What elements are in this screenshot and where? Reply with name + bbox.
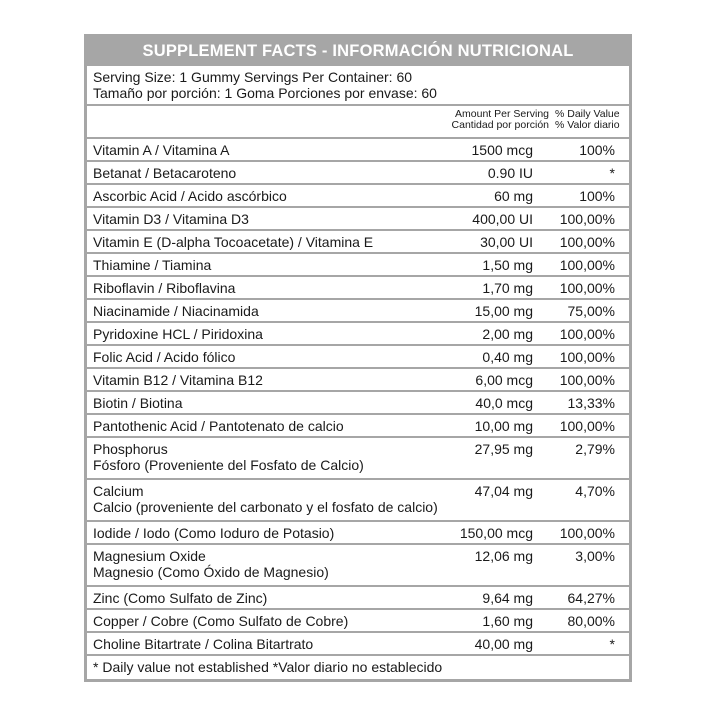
nutrient-amount: 27,95 mg: [474, 441, 533, 457]
nutrient-name: [93, 280, 235, 296]
nutrient-name: [93, 395, 183, 411]
table-row: [87, 522, 629, 545]
nutrient-daily-value: 64,27%: [567, 590, 615, 606]
table-row: [87, 633, 629, 656]
footnote: * Daily value not established *Valor diario no establecido: [93, 659, 443, 675]
table-row: [87, 610, 629, 633]
table-row: [87, 300, 629, 323]
nutrient-daily-value: 75,00%: [567, 303, 615, 319]
serving-line-en: Serving Size: 1 Gummy Servings Per Container: 60: [93, 69, 413, 85]
table-row: [87, 587, 629, 610]
nutrient-name-line: Vitamin D3 / Vitamina D3: [93, 211, 249, 227]
serving-info: [87, 66, 629, 106]
nutrient-daily-value: 13,33%: [567, 395, 615, 411]
nutrient-name-line: Biotin / Biotina: [93, 395, 183, 411]
nutrient-amount: 30,00 UI: [480, 234, 533, 250]
table-row: [87, 346, 629, 369]
nutrient-name-line: Phosphorus: [93, 441, 168, 457]
nutrient-amount: 15,00 mg: [474, 303, 533, 319]
nutrient-name-line: Niacinamide / Niacinamida: [93, 303, 259, 319]
table-row: [87, 162, 629, 185]
table-row: [87, 231, 629, 254]
panel-title: SUPPLEMENT FACTS - INFORMACIÓN NUTRICIONAL: [87, 37, 629, 66]
nutrient-name: [93, 590, 267, 606]
table-row: [87, 277, 629, 300]
nutrient-name-line: Iodide / Iodo (Como Ioduro de Potasio): [93, 525, 335, 541]
nutrient-daily-value: 2,79%: [575, 441, 615, 457]
nutrient-name: [93, 525, 334, 541]
nutrient-name-line: Betanat / Betacaroteno: [93, 165, 237, 181]
nutrient-daily-value: 100,00%: [559, 280, 615, 296]
nutrient-amount: 6,00 mcg: [475, 372, 533, 388]
nutrient-name: [93, 349, 235, 365]
dv-header-es: % Valor diario: [555, 119, 620, 131]
amount-header-en: Amount Per Serving: [455, 108, 549, 120]
nutrient-name-line-2: Magnesio (Como Óxido de Magnesio): [93, 564, 329, 580]
nutrient-daily-value: 4,70%: [575, 483, 615, 499]
nutrient-amount: 47,04 mg: [474, 483, 533, 499]
nutrient-name-line: Vitamin E (D-alpha Tocoacetate) / Vitamina E: [93, 234, 374, 250]
nutrient-daily-value: 100,00%: [559, 257, 615, 273]
nutrient-name-line: Magnesium Oxide: [93, 548, 206, 564]
nutrient-daily-value: 100,00%: [559, 326, 615, 342]
nutrient-name: [93, 303, 259, 319]
table-row: [87, 254, 629, 277]
nutrient-name-line: Thiamine / Tiamina: [93, 257, 212, 273]
nutrient-amount: 40,0 mcg: [475, 395, 533, 411]
nutrient-daily-value: 100%: [579, 188, 615, 204]
table-row: [87, 438, 629, 480]
nutrient-name-line: Choline Bitartrate / Colina Bitartrato: [93, 636, 314, 652]
nutrient-name: [93, 548, 329, 580]
nutrient-name: [93, 188, 287, 204]
nutrient-daily-value: 100%: [579, 142, 615, 158]
nutrient-amount: 40,00 mg: [474, 636, 533, 652]
table-row: [87, 323, 629, 346]
nutrient-name-line: Ascorbic Acid / Acido ascórbico: [93, 188, 287, 204]
nutrient-name: [93, 636, 313, 652]
nutrient-amount: 150,00 mcg: [459, 525, 533, 541]
dv-column-header: [555, 109, 627, 131]
nutrient-daily-value: 100,00%: [559, 418, 615, 434]
table-row: [87, 185, 629, 208]
nutrient-name: [93, 257, 211, 273]
nutrient-amount: 1,50 mg: [482, 257, 533, 273]
nutrient-amount: 10,00 mg: [474, 418, 533, 434]
nutrient-amount: 400,00 UI: [472, 211, 533, 227]
nutrient-amount: 1500 mcg: [471, 142, 533, 158]
table-row: [87, 545, 629, 587]
dv-header-en: % Daily Value: [555, 108, 620, 120]
nutrient-amount: 1,60 mg: [482, 613, 533, 629]
nutrient-name-line: Calcium: [93, 483, 144, 499]
nutrient-name: [93, 326, 263, 342]
nutrient-daily-value: 100,00%: [559, 525, 615, 541]
nutrient-amount: 12,06 mg: [474, 548, 533, 564]
nutrient-name: [93, 234, 373, 250]
nutrient-name: [93, 211, 249, 227]
nutrient-name-line: Vitamin B12 / Vitamina B12: [93, 372, 263, 388]
column-headers: [87, 106, 629, 139]
amount-header-es: Cantidad por porción: [451, 119, 549, 131]
table-row: [87, 392, 629, 415]
nutrient-name-line-2: Calcio (proveniente del carbonato y el fosfato de calcio): [93, 499, 438, 515]
nutrient-daily-value: 3,00%: [575, 548, 615, 564]
nutrient-name: [93, 613, 348, 629]
nutrient-name: [93, 142, 229, 158]
table-row: [87, 369, 629, 392]
nutrient-name-line: Vitamin A / Vitamina A: [93, 142, 230, 158]
nutrient-name: [93, 418, 344, 434]
nutrient-name: [93, 165, 236, 181]
nutrient-name: [93, 441, 364, 473]
nutrient-amount: 2,00 mg: [482, 326, 533, 342]
nutrient-amount: 0,40 mg: [482, 349, 533, 365]
nutrient-amount: 9,64 mg: [482, 590, 533, 606]
supplement-facts-panel: [84, 34, 632, 682]
nutrient-amount: 1,70 mg: [482, 280, 533, 296]
nutrient-name-line: Copper / Cobre (Como Sulfato de Cobre): [93, 613, 349, 629]
nutrient-name-line: Pantothenic Acid / Pantotenato de calcio: [93, 418, 344, 434]
table-row: [87, 480, 629, 522]
table-row: [87, 139, 629, 162]
nutrient-name: [93, 483, 438, 515]
table-row: [87, 208, 629, 231]
nutrient-name-line: Riboflavin / Riboflavina: [93, 280, 236, 296]
nutrient-daily-value: *: [609, 636, 615, 652]
nutrient-daily-value: 100,00%: [559, 349, 615, 365]
table-row: [87, 415, 629, 438]
nutrient-name-line: Pyridoxine HCL / Piridoxina: [93, 326, 263, 342]
nutrient-table: [87, 139, 629, 656]
nutrient-amount: 60 mg: [494, 188, 533, 204]
amount-column-header: [452, 109, 549, 131]
nutrient-daily-value: 100,00%: [559, 211, 615, 227]
nutrient-daily-value: *: [609, 165, 615, 181]
nutrient-daily-value: 80,00%: [567, 613, 615, 629]
nutrient-amount: 0.90 IU: [487, 165, 533, 181]
nutrient-name-line: Folic Acid / Acido fólico: [93, 349, 236, 365]
nutrient-name: [93, 372, 263, 388]
serving-line-es: Tamaño por porción: 1 Goma Porciones por envase: 60: [93, 85, 437, 101]
nutrient-name-line: Zinc (Como Sulfato de Zinc): [93, 590, 268, 606]
nutrient-name-line-2: Fósforo (Proveniente del Fosfato de Calcio): [93, 457, 364, 473]
nutrient-daily-value: 100,00%: [559, 234, 615, 250]
nutrient-daily-value: 100,00%: [559, 372, 615, 388]
